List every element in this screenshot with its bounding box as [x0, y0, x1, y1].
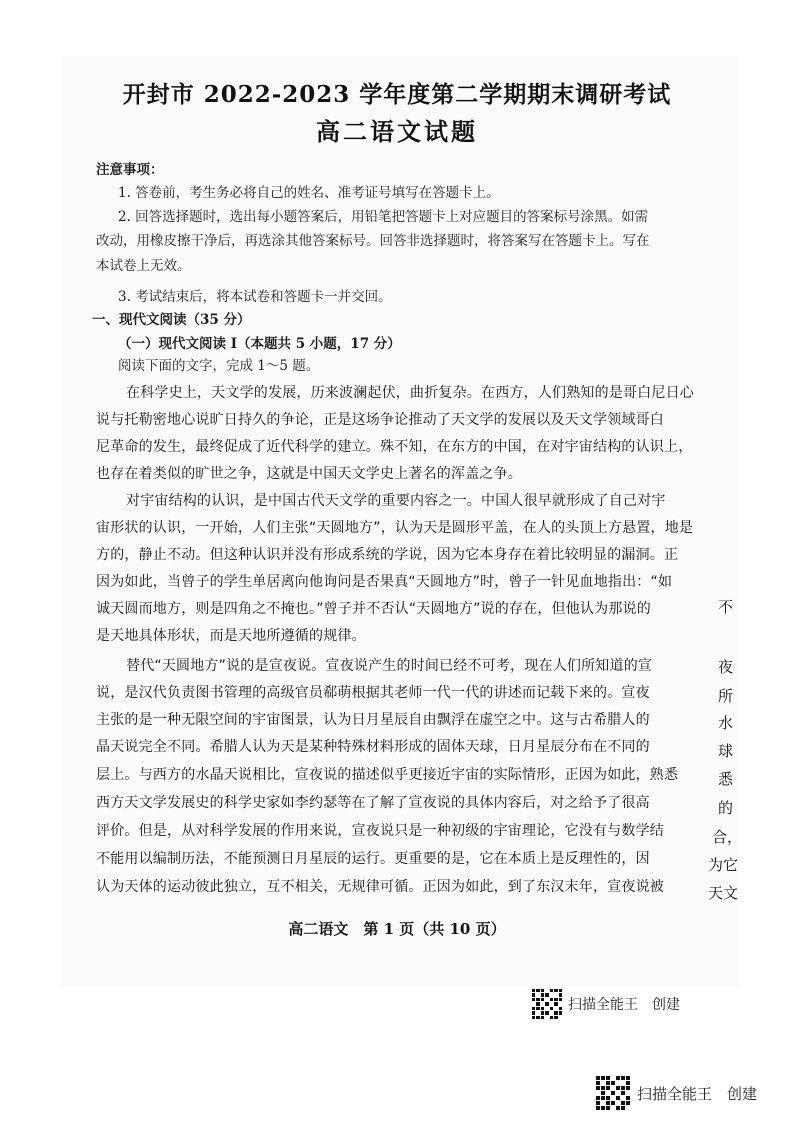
- passage-line: 对宇宙结构的认识，是中国古代天文学的重要内容之一。中国人很早就形成了自己对宇: [126, 493, 666, 509]
- notice-line: 本试卷上无效。: [96, 258, 191, 274]
- notice-line: 3. 考试结束后，将本试卷和答题卡一并交回。: [118, 289, 392, 305]
- notice-line: 1. 答卷前，考生务必将自己的姓名、准考证号填写在答题卡上。: [118, 185, 500, 201]
- passage-line: 诚天圆而地方，则是四角之不掩也。”曾子并不否认“天圆地方”说的存在，但他认为那说的: [96, 601, 651, 617]
- passage-line: 在科学史上，天文学的发展，历来波澜起伏，曲折复杂。在西方，人们熟知的是哥白尼日心: [126, 385, 694, 401]
- passage-line: 是天地具体形状，而是天地所遵循的规律。: [96, 628, 366, 644]
- exam-title: 开封市 2022-2023 学年度第二学期期末调研考试: [122, 81, 672, 108]
- passage-line: 方的，静止不动。但这种认识并没有形成系统的学说，因为它本身存在着比较明显的漏洞。正: [96, 547, 679, 563]
- passage-line: 替代“天圆地方”说的是宣夜说。宣夜说产生的时间已经不可考，现在人们所知道的宣: [126, 658, 653, 674]
- page-footer: 高二语文 第 1 页（共 10 页）: [288, 920, 506, 938]
- qr-code-icon: [596, 1076, 630, 1110]
- subsection-heading: （一）现代文阅读 I（本题共 5 小题，17 分）: [118, 336, 401, 352]
- passage-line: 认为天体的运动彼此独立，互不相关，无规律可循。正因为如此，到了东汉末年，宣夜说被: [96, 879, 664, 895]
- exam-subtitle: 高二语文试题: [316, 117, 478, 146]
- passage-line: 因为如此，当曾子的学生单居离向他询问是否果真“天圆地方”时，曾子一针见血地指出：“如: [96, 574, 673, 590]
- passage-line: 评价。但是，从对科学发展的作用来说，宣夜说只是一种初级的宇宙理论，它没有与数学结: [96, 823, 664, 839]
- margin-char: 水: [718, 714, 734, 732]
- passage-line: 不能用以编制历法，不能预测日月星辰的运行。更重要的是，它在本质上是反理性的，因: [96, 851, 650, 867]
- passage-line: 晶天说完全不同。希腊人认为天是某种特殊材料形成的固体天球，日月星辰分布在不同的: [96, 739, 650, 755]
- passage-line: 也存在着类似的旷世之争，这就是中国天文学史上著名的浑盖之争。: [96, 466, 522, 482]
- margin-char: 悉: [718, 770, 734, 788]
- notice-heading: 注意事项：: [96, 162, 164, 178]
- passage-line: 说与托勒密地心说旷日持久的争论，正是这场争论推动了天文学的发展以及天文学领域哥白: [96, 412, 664, 428]
- scanner-watermark: [532, 989, 680, 1019]
- section-heading: 一、现代文阅读（35 分）: [92, 312, 251, 328]
- margin-char: 天文: [708, 884, 739, 902]
- scanner-watermark: [596, 1076, 757, 1110]
- qr-code-icon: [532, 989, 562, 1019]
- scanner-label: 扫描全能王 创建: [568, 997, 680, 1013]
- reading-instruction: 阅读下面的文字，完成 1～5 题。: [118, 358, 320, 374]
- margin-char: 夜: [718, 658, 734, 676]
- passage-line: 层上。与西方的水晶天说相比，宣夜说的描述似乎更接近宇宙的实际情形，正因为如此，熟悉: [96, 767, 679, 783]
- margin-char: 合，: [712, 828, 743, 846]
- margin-char: 的: [718, 799, 734, 817]
- passage-line: 主张的是一种无限空间的宇宙图景，认为日月星辰自由飘浮在虚空之中。这与古希腊人的: [96, 712, 650, 728]
- passage-line: 说，是汉代负责图书管理的高级官员郗萌根据其老师一代一代的讲述而记载下来的。宣夜: [96, 685, 650, 701]
- margin-char: 球: [718, 742, 734, 760]
- notice-line: 改动，用橡皮擦干净后，再选涂其他答案标号。回答非选择题时，将答案写在答题卡上。写在: [96, 233, 650, 249]
- margin-char: 不: [718, 598, 734, 616]
- margin-char: 所: [718, 687, 734, 705]
- passage-line: 西方天文学发展史的科学史家如李约瑟等在了解了宣夜说的具体内容后，对之给予了很高: [96, 795, 650, 811]
- notice-line: 2. 回答选择题时，选出每小题答案后，用铅笔把答题卡上对应题目的答案标号涂黑。如需: [118, 209, 649, 225]
- scanner-label: 扫描全能王 创建: [637, 1084, 758, 1103]
- margin-char: 为它: [708, 856, 739, 874]
- passage-line: 宙形状的认识，一开始，人们主张“天圆地方”，认为天是圆形平盖，在人的头顶上方悬置，地是: [96, 520, 694, 536]
- passage-line: 尼革命的发生，最终促成了近代科学的建立。殊不知，在东方的中国，在对宇宙结构的认识上，: [96, 439, 693, 455]
